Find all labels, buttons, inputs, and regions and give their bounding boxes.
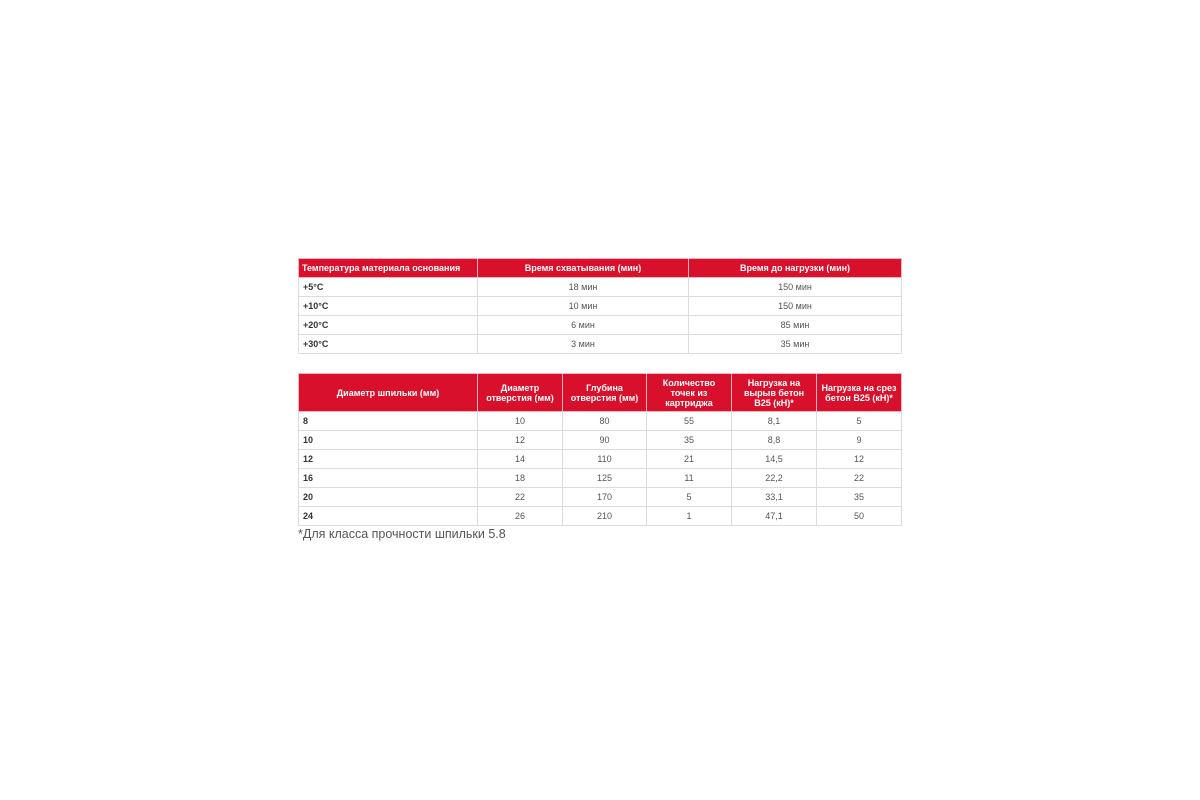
header-base-temperature: Температура материала основания — [299, 259, 478, 278]
hole-depth-cell: 110 — [563, 450, 647, 469]
hole-diameter-cell: 18 — [478, 469, 563, 488]
stud-diameter-cell: 16 — [299, 469, 478, 488]
header-hole-diameter: Диаметр отверстия (мм) — [478, 374, 563, 412]
hole-depth-cell: 210 — [563, 507, 647, 526]
points-cell: 35 — [647, 431, 732, 450]
setting-time-cell: 6 мин — [478, 316, 689, 335]
pullout-load-cell: 47,1 — [732, 507, 817, 526]
points-cell: 5 — [647, 488, 732, 507]
stud-diameter-cell: 8 — [299, 412, 478, 431]
shear-load-cell: 50 — [817, 507, 902, 526]
points-cell: 11 — [647, 469, 732, 488]
table-row — [299, 278, 902, 297]
stud-diameter-cell: 12 — [299, 450, 478, 469]
stud-diameter-cell: 24 — [299, 507, 478, 526]
temperature-cell: +20°C — [299, 316, 478, 335]
shear-load-cell: 35 — [817, 488, 902, 507]
header-pullout-load: Нагрузка на вырыв бетон B25 (кН)* — [732, 374, 817, 412]
pullout-load-cell: 22,2 — [732, 469, 817, 488]
temperature-table — [298, 258, 902, 354]
header-load-time: Время до нагрузки (мин) — [689, 259, 902, 278]
load-time-cell: 35 мин — [689, 335, 902, 354]
table-row — [299, 488, 902, 507]
setting-time-cell: 10 мин — [478, 297, 689, 316]
stud-specs-table — [298, 373, 902, 526]
setting-time-cell: 18 мин — [478, 278, 689, 297]
points-cell: 1 — [647, 507, 732, 526]
table-row — [299, 450, 902, 469]
header-setting-time: Время схватывания (мин) — [478, 259, 689, 278]
table-row — [299, 412, 902, 431]
hole-depth-cell: 125 — [563, 469, 647, 488]
hole-diameter-cell: 22 — [478, 488, 563, 507]
load-time-cell: 150 мин — [689, 278, 902, 297]
table-row — [299, 431, 902, 450]
table-row — [299, 335, 902, 354]
temperature-cell: +10°C — [299, 297, 478, 316]
header-stud-diameter: Диаметр шпильки (мм) — [299, 374, 478, 412]
points-cell: 21 — [647, 450, 732, 469]
hole-diameter-cell: 14 — [478, 450, 563, 469]
hole-diameter-cell: 12 — [478, 431, 563, 450]
header-shear-load: Нагрузка на срез бетон B25 (кН)* — [817, 374, 902, 412]
shear-load-cell: 12 — [817, 450, 902, 469]
temperature-table-header-row — [299, 259, 902, 278]
header-hole-depth: Глубина отверстия (мм) — [563, 374, 647, 412]
table-row — [299, 297, 902, 316]
shear-load-cell: 9 — [817, 431, 902, 450]
shear-load-cell: 5 — [817, 412, 902, 431]
table-row — [299, 316, 902, 335]
stud-table-header-row — [299, 374, 902, 412]
hole-depth-cell: 90 — [563, 431, 647, 450]
stud-diameter-cell: 10 — [299, 431, 478, 450]
temperature-cell: +30°C — [299, 335, 478, 354]
pullout-load-cell: 8,8 — [732, 431, 817, 450]
pullout-load-cell: 33,1 — [732, 488, 817, 507]
table-row — [299, 469, 902, 488]
hole-diameter-cell: 10 — [478, 412, 563, 431]
shear-load-cell: 22 — [817, 469, 902, 488]
header-points-per-cartridge: Количество точек из картриджа — [647, 374, 732, 412]
hole-depth-cell: 80 — [563, 412, 647, 431]
load-time-cell: 150 мин — [689, 297, 902, 316]
table-row — [299, 507, 902, 526]
points-cell: 55 — [647, 412, 732, 431]
footnote: *Для класса прочности шпильки 5.8 — [298, 527, 506, 541]
stud-diameter-cell: 20 — [299, 488, 478, 507]
hole-depth-cell: 170 — [563, 488, 647, 507]
pullout-load-cell: 14,5 — [732, 450, 817, 469]
hole-diameter-cell: 26 — [478, 507, 563, 526]
setting-time-cell: 3 мин — [478, 335, 689, 354]
pullout-load-cell: 8,1 — [732, 412, 817, 431]
temperature-cell: +5°C — [299, 278, 478, 297]
load-time-cell: 85 мин — [689, 316, 902, 335]
